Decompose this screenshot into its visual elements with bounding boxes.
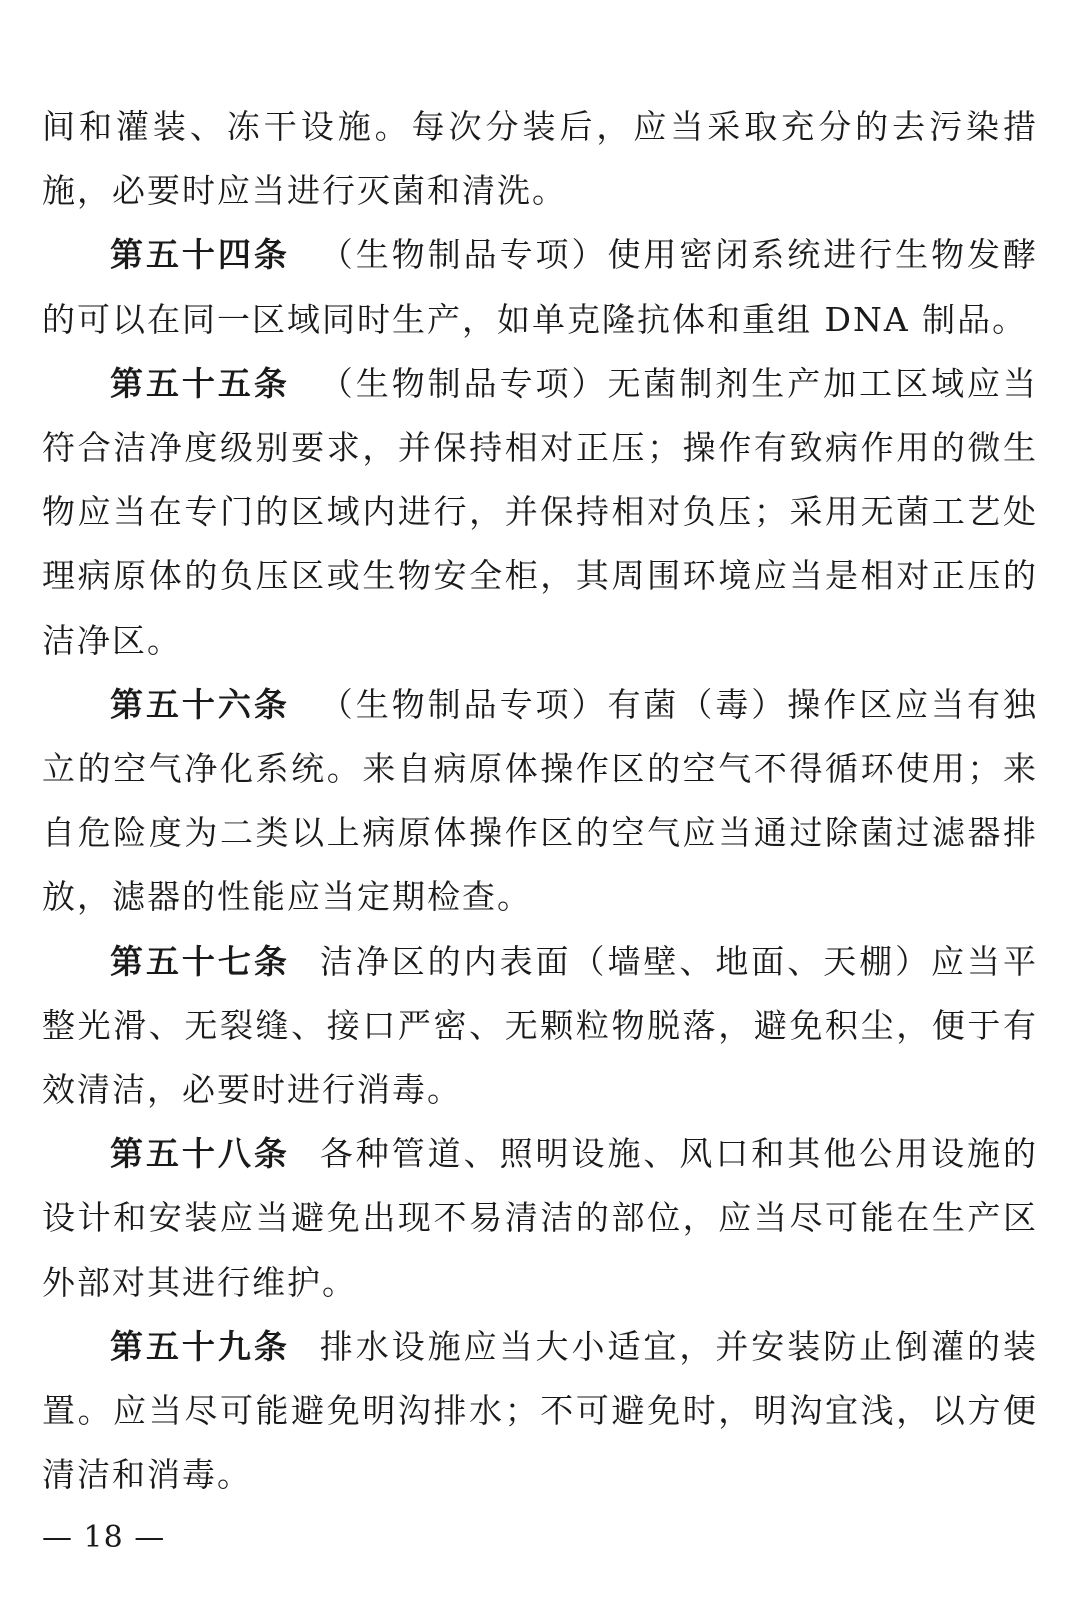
article-55 <box>42 352 1038 673</box>
article-body: 洁净区的内表面（墙壁、地面、天棚）应当平整光滑、无裂缝、接口严密、无颗粒物脱落，避免积尘，便于有效清洁，必要时进行消毒。 <box>42 941 1039 1110</box>
page-number: — 18 — <box>42 1520 166 1555</box>
document-page <box>42 95 1038 1507</box>
article-58 <box>42 1122 1038 1315</box>
article-56 <box>42 673 1038 930</box>
article-body: 各种管道、照明设施、风口和其他公用设施的设计和安装应当避免出现不易清洁的部位，应当尽可能在生产区外部对其进行维护。 <box>42 1134 1039 1302</box>
article-title: 第五十七条 <box>110 941 290 981</box>
article-title: 第五十六条 <box>110 684 290 724</box>
article-title: 第五十五条 <box>110 363 290 403</box>
continuation-paragraph: 间和灌装、冻干设施。每次分装后，应当采取充分的去污染措施，必要时应当进行灭菌和清洗。 <box>42 107 1038 211</box>
article-59 <box>42 1315 1038 1508</box>
article-57 <box>42 930 1038 1123</box>
article-body: 排水设施应当大小适宜，并安装防止倒灌的装置。应当尽可能避免明沟排水；不可避免时，明沟宜浅，以方便清洁和消毒。 <box>42 1326 1039 1495</box>
article-body: （生物制品专项）使用密闭系统进行生物发酵的可以在同一区域同时生产，如单克隆抗体和重组 DNA 制品。 <box>42 235 1039 339</box>
article-title: 第五十九条 <box>110 1326 290 1366</box>
article-54 <box>42 223 1038 351</box>
article-body: （生物制品专项）无菌制剂生产加工区域应当符合洁净度级别要求，并保持相对正压；操作有致病作用的微生物应当在专门的区域内进行，并保持相对负压；采用无菌工艺处理病原体的负压区或生物安全柜，其周围环境应当是相对正压的洁净区。 <box>42 363 1039 660</box>
article-title: 第五十八条 <box>110 1134 290 1174</box>
article-body: （生物制品专项）有菌（毒）操作区应当有独立的空气净化系统。来自病原体操作区的空气不得循环使用；来自危险度为二类以上病原体操作区的空气应当通过除菌过滤器排放，滤器的性能应当定期检查。 <box>42 684 1039 917</box>
article-title: 第五十四条 <box>110 235 290 275</box>
